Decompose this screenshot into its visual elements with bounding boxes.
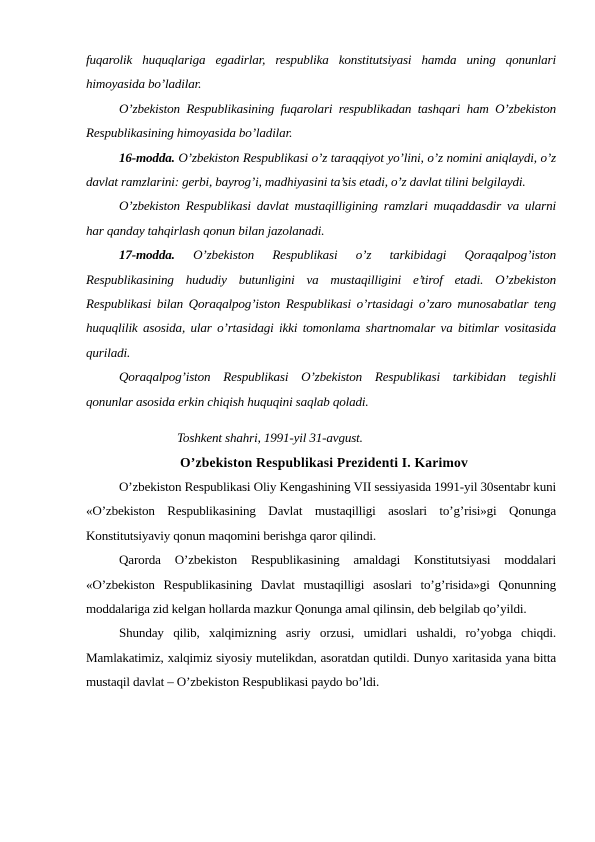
paragraph-citizens-rights: fuqarolik huquqlariga egadirlar, respublika konstitutsiyasi hamda uning qonunlari himoyasida bo’ladilar.	[86, 52, 556, 92]
article-16-text: O’zbekiston Respublikasi o’z taraqqiyot yo’lini, o’z nomini aniqlaydi, o’z davlat ramzlarini: gerbi, bayrog’i, madhiyasini ta’sis etadi, o’z davlat tilini belgilaydi.	[86, 149, 556, 190]
article-17-label: 17-modda.	[119, 247, 175, 263]
article-17-text: O’zbekiston Respublikasi o’z tarkibidagi Qoraqalpog’iston Respublikasining hududiy butunligini va mustaqilligini e’tirof etadi. O’zbekiston Respublikasi bilan Qoraqalpog’iston Respublikasi o’rtasidagi o’zaro munosabatlar teng huquqlilik asosida, ular o’rtasidagi ikki tomonlama shartnomalar va bitimlar vositasida quriladi.	[86, 247, 556, 360]
article-17	[86, 243, 556, 365]
paragraph-decision: Qarorda O’zbekiston Respublikasining amaldagi Konstitutsiyasi moddalari «O’zbekiston Respublikasining Davlat mustaqilligi asoslari to’g’risida»gi Qonunning moddalariga zid kelgan hollarda mazkur Qonunga amal qilinsin, deb belgilab qo’yildi.	[86, 552, 556, 616]
article-16	[86, 146, 556, 195]
paragraph-state-symbols: O’zbekiston Respublikasi davlat mustaqilligining ramzlari muqaddasdir va ularni har qanday tahqirlash qonun bilan jazolanadi.	[86, 198, 556, 238]
paragraph-independence: Shunday qilib, xalqimizning asriy orzusi, umidlari ushaldi, ro’yobga chiqdi. Mamlakatimiz, xalqimiz siyosiy mutelikdan, asoratdan qutildi. Dunyo xaritasida yana bitta mustaqil davlat – O’zbekiston Respublikasi paydo bo’ldi.	[86, 625, 556, 690]
document-body	[86, 48, 556, 695]
paragraph-secession-right: Qoraqalpog’iston Respublikasi O’zbekiston Respublikasi tarkibidan tegishli qonunlar asosida erkin chiqish huquqini saqlab qoladi.	[86, 369, 556, 409]
place-date: Toshkent shahri, 1991-yil 31-avgust.	[177, 430, 363, 446]
paragraph-citizens-abroad: O’zbekiston Respublikasining fuqarolari respublikadan tashqari ham O’zbekiston Respublikasining himoyasida bo’ladilar.	[86, 100, 556, 141]
president-signature-heading: O’zbekiston Respublikasi Prezidenti I. Karimov	[179, 454, 468, 470]
article-16-label: 16-modda.	[119, 149, 175, 165]
paragraph-supreme-council: O’zbekiston Respublikasi Oliy Kengashining VII sessiyasida 1991-yil 30sentabr kuni «O’zbekiston Respublikasining Davlat mustaqilligi asoslari to’g’risi»gi Qonunga Konstitutsiyaviy qonun maqomini berishga qaror qilindi.	[86, 478, 556, 543]
